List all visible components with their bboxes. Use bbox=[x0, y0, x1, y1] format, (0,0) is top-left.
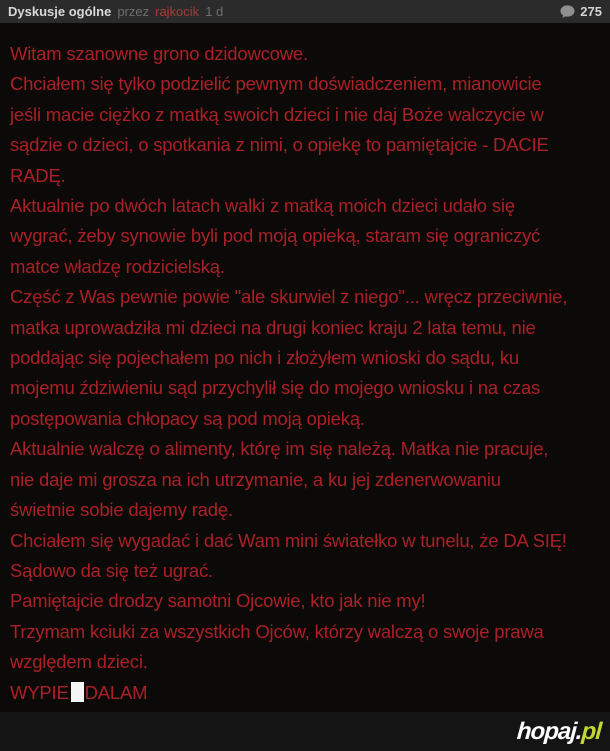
post-text-line: matka uprowadziła mi dzieci na drugi koniec kraju 2 lata temu, nie bbox=[10, 316, 536, 338]
post-text-line: jeśli macie ciężko z matką swoich dzieci i nie daj Boże walczycie w bbox=[10, 103, 544, 125]
post-text-line: poddając się pojechałem po nich i złożyłem wnioski do sądu, ku bbox=[10, 347, 519, 369]
post-body bbox=[0, 23, 610, 712]
white-censor-box bbox=[71, 682, 84, 702]
post-text-line: Sądowo da się też ugrać. bbox=[10, 559, 213, 581]
byline-prefix: przez bbox=[117, 4, 150, 19]
author-link[interactable]: rajkocik bbox=[155, 4, 200, 19]
post-text-line: Trzymam kciuki za wszystkich Ojców, którzy walczą o swoje prawa bbox=[10, 620, 544, 642]
post-text-line: Aktualnie walczę o alimenty, którę im się należą. Matka nie pracuje, bbox=[10, 438, 549, 460]
thread-category-link[interactable]: Dyskusje ogólne bbox=[8, 4, 112, 19]
post-text-line: wygrać, żeby synowie byli pod moją opieką, staram się ograniczyć bbox=[10, 225, 541, 247]
logo-text-green: pl bbox=[580, 717, 602, 745]
post-text-line: względem dzieci. bbox=[10, 651, 148, 673]
logo-text-white: hopaj. bbox=[516, 717, 583, 745]
censored-word-start: WYPIE bbox=[10, 681, 69, 703]
post-text-line: Chciałem się wygadać i dać Wam mini światełko w tunelu, że DA SIĘ! bbox=[10, 529, 567, 551]
post-text-line: matce władzę rodzicielską. bbox=[10, 255, 225, 277]
post-text-line: świetnie sobie dajemy radę. bbox=[10, 499, 233, 521]
post-text-line: sądzie o dzieci, o spotkania z nimi, o opiekę to pamiętajcie - DACIE bbox=[10, 134, 549, 156]
post-text-line: mojemu ździwieniu sąd przychylił się do mojego wniosku i na czas bbox=[10, 377, 541, 399]
censored-word-end: DALAM bbox=[84, 681, 148, 703]
post-text-line: Witam szanowne grono dzidowcowe. bbox=[10, 43, 308, 64]
thread-header bbox=[0, 0, 610, 23]
speech-bubble-icon bbox=[560, 5, 575, 19]
post-text-line: Aktualnie po dwóch latach walki z matką moich dzieci udało się bbox=[10, 195, 515, 217]
watermark-bar bbox=[0, 712, 610, 751]
post-text-line: RADĘ. bbox=[10, 164, 66, 186]
post-text-line: nie daje mi grosza na ich utrzymanie, a ku jej zdenerwowaniu bbox=[10, 468, 501, 490]
post-age: 1 d bbox=[205, 4, 224, 19]
hopaj-logo bbox=[516, 718, 602, 746]
post-text-line: postępowania chłopacy są pod moją opieką. bbox=[10, 407, 365, 429]
post-censored-line bbox=[10, 678, 600, 708]
post-text-line: Chciałem się tylko podzielić pewnym doświadczeniem, mianowicie bbox=[10, 73, 542, 95]
post-text-line: Pamiętajcie drodzy samotni Ojcowie, kto jak nie my! bbox=[10, 590, 426, 612]
post-text bbox=[10, 39, 600, 678]
comments-counter[interactable] bbox=[560, 4, 602, 19]
post-text-line: Część z Was pewnie powie "ale skurwiel z niego"... wręcz przeciwnie, bbox=[10, 286, 568, 308]
comments-count: 275 bbox=[580, 4, 602, 19]
